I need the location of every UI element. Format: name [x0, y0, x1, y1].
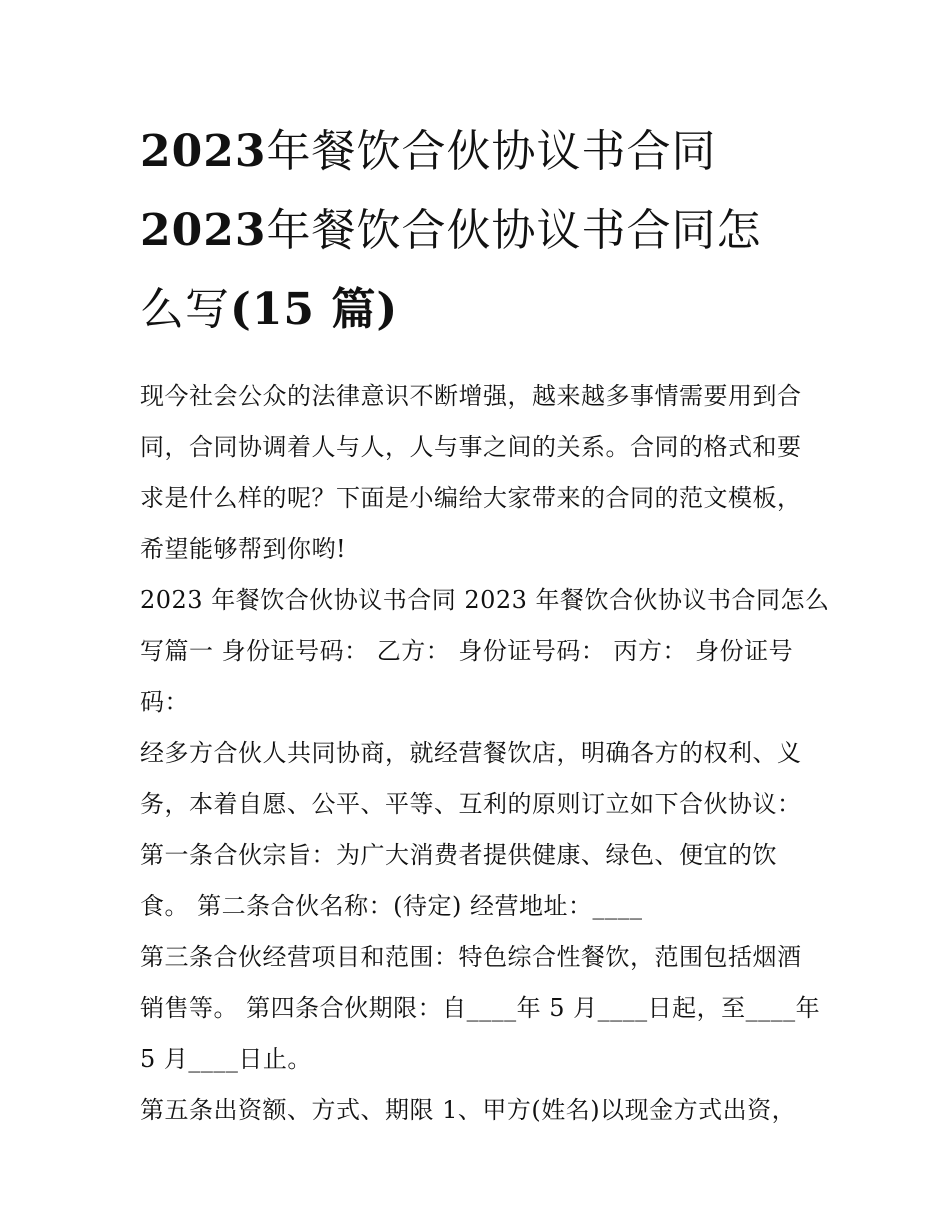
capital-line: 第五条出资额、方式、期限 1、甲方(姓名)以现金方式出资， — [140, 1096, 797, 1124]
heading-line: 写篇一 身份证号码： 乙方： 身份证号码： 丙方： 身份证号 — [140, 637, 794, 665]
document-title — [140, 112, 815, 349]
title-year-1: 2023 — [140, 126, 267, 177]
title-text-3: 么写 — [140, 284, 230, 335]
title-text-2: 年餐饮合伙协议书合同怎 — [266, 205, 762, 256]
intro-line: 现今社会公众的法律意识不断增强，越来越多事情需要用到合 — [140, 382, 802, 410]
document-page — [140, 112, 830, 1136]
heading-line: 码： — [140, 688, 189, 716]
consult-paragraph — [140, 728, 815, 932]
title-count: (15 篇) — [230, 284, 399, 335]
scope-line: 销售等。 第四条合伙期限：自____年 5 月____日起，至____年 — [140, 994, 821, 1022]
title-year-2: 2023 — [140, 205, 267, 256]
heading-paragraph — [140, 575, 830, 728]
consult-line: 经多方合伙人共同协商，就经营餐饮店，明确各方的权利、义 — [140, 739, 802, 767]
heading-line: 2023 年餐饮合伙协议书合同 2023 年餐饮合伙协议书合同怎么 — [140, 586, 830, 614]
scope-paragraph — [140, 932, 821, 1085]
capital-paragraph — [140, 1085, 815, 1136]
intro-line: 同，合同协调着人与人，人与事之间的关系。合同的格式和要 — [140, 433, 802, 461]
intro-line: 求是什么样的呢？下面是小编给大家带来的合同的范文模板， — [140, 484, 802, 512]
scope-line: 第三条合伙经营项目和范围：特色综合性餐饮，范围包括烟酒 — [140, 943, 802, 971]
title-line-3 — [140, 270, 815, 349]
intro-paragraph — [140, 371, 815, 575]
title-line-1 — [140, 112, 815, 191]
consult-line: 务，本着自愿、公平、平等、互利的原则订立如下合伙协议： — [140, 790, 802, 818]
scope-line: 5 月____日止。 — [140, 1045, 312, 1073]
title-line-2 — [140, 191, 815, 270]
intro-line: 希望能够帮到你哟! — [140, 535, 347, 563]
consult-line: 食。 第二条合伙名称：(待定) 经营地址：____ — [140, 892, 643, 920]
consult-line: 第一条合伙宗旨：为广大消费者提供健康、绿色、便宜的饮 — [140, 841, 777, 869]
title-text-1: 年餐饮合伙协议书合同 — [266, 126, 717, 177]
